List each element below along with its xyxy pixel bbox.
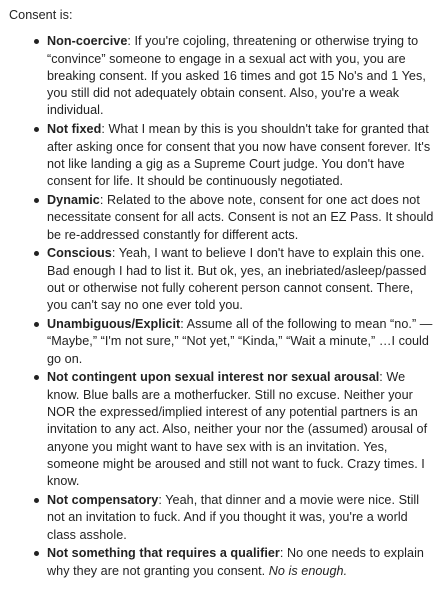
item-separator: : <box>379 370 387 385</box>
list-item <box>47 316 436 368</box>
item-body: If you're cojoling, threatening or otherwise trying to “convince” someone to engage in a sexual act with you, you are breaking consent. If you asked 16 times and got 15 No's and 1 Yes, you still did not adequately obtain consent. Also, you're a weak individual. <box>47 34 426 118</box>
item-separator: : <box>101 122 109 137</box>
intro-heading: Consent is: <box>9 8 73 22</box>
bullet-icon <box>34 251 39 256</box>
item-body: Yeah, that dinner and a movie were nice. Still not an invitation to fuck. And if you thought it was, you're a world class asshole. <box>47 493 420 542</box>
list-item <box>47 121 436 190</box>
bullet-icon <box>34 322 39 327</box>
consent-list <box>9 33 436 580</box>
list-item <box>47 245 436 314</box>
item-body: Related to the above note, consent for one act does not necessitate consent for all acts. Consent is not an EZ Pass. It should be re-addressed constantly for different acts. <box>47 192 434 242</box>
item-term: Not compensatory <box>47 493 159 508</box>
bullet-icon <box>34 551 39 556</box>
bullet-icon <box>34 375 39 380</box>
item-body: We know. Blue balls are a motherfucker. Still no excuse. Neither your NOR the expressed/implied interest of any potential partners is an invitation to any act. Also, neither your nor the (assumed) arousal of anyone you might want to have sex with is an invitation. Yes, someone might be aroused and still not want to fuck. Crazy times. I know. <box>47 370 428 489</box>
item-term: Non-coercive <box>47 34 128 49</box>
item-term: Dynamic <box>47 192 100 207</box>
list-item <box>47 545 436 580</box>
item-separator: : <box>158 493 166 508</box>
item-term: Unambiguous/Explicit <box>47 317 181 332</box>
bullet-icon <box>34 39 39 44</box>
bullet-icon <box>34 198 39 203</box>
bullet-icon <box>34 127 39 132</box>
bullet-icon <box>34 498 39 503</box>
list-item <box>47 369 436 490</box>
item-separator: : <box>180 317 187 332</box>
item-body: Assume all of the following to mean “no.” — “Maybe,” “I'm not sure,” “Not yet,” “Kinda,” “Wait a minute,” …I could go on. <box>47 317 433 366</box>
item-body: No one needs to explain why they are not granting you consent. <box>47 546 424 578</box>
item-body: Yeah, I want to believe I don't have to explain this one. Bad enough I had to list it. But ok, yes, an inebriated/asleep/passed out or otherwise not fully coherent person cannot consent. There, you can't say no one ever told you. <box>47 246 427 313</box>
list-item <box>47 192 436 244</box>
item-separator: : <box>127 34 135 49</box>
item-body: What I mean by this is you shouldn't take for granted that after asking once for consent that you now have consent forever. It's not like landing a gig as a Supreme Court judge. You don't have consent for life. It should be continuously negotiated. <box>47 122 431 189</box>
item-term: Not contingent upon sexual interest nor sexual arousal <box>47 370 380 385</box>
item-term: Not something that requires a qualifier <box>47 546 280 561</box>
item-emphasis: No is enough. <box>268 563 348 578</box>
item-separator: : <box>111 246 119 261</box>
list-item <box>47 492 436 544</box>
item-term: Not fixed <box>47 122 102 137</box>
item-separator: : <box>99 192 107 207</box>
item-term: Conscious <box>47 246 112 261</box>
list-item <box>47 33 436 119</box>
item-separator: : <box>279 546 287 561</box>
